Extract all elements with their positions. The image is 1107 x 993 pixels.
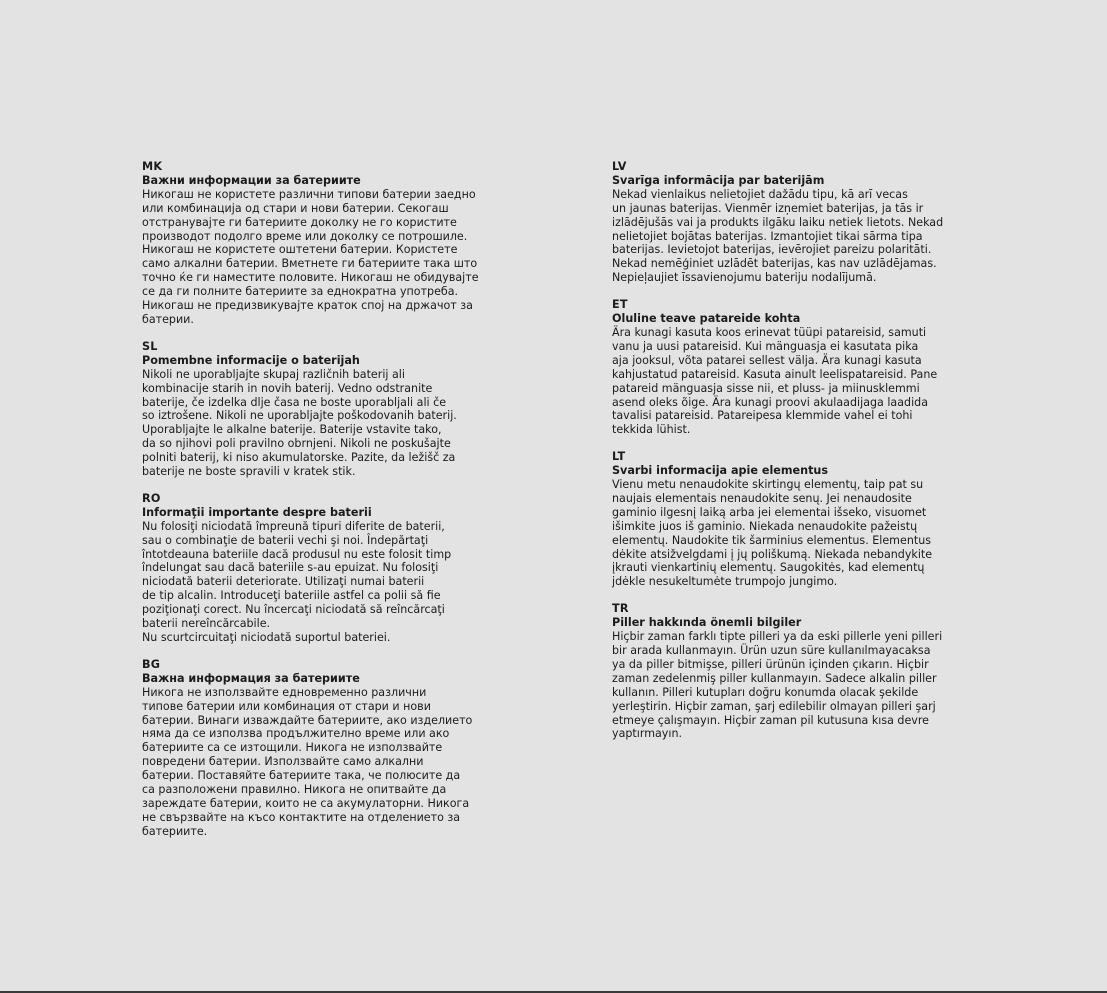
language-code: SL [142,339,158,353]
body-text-line: Nekad nemēģiniet uzlādēt baterijas, kas nav uzlādējamas. [612,257,937,271]
section-heading: Piller hakkında önemli bilgiler [612,616,802,630]
body-text-line: gaminio ilgesnį laiką arba jei elementai išseko, visuomet [612,505,927,519]
body-text-line: Nu folosiţi niciodată împreună tipuri diferite de baterii, [142,519,445,533]
section-heading: Pomembne informacije o baterijah [142,353,360,367]
body-text-line: батерии. [142,312,194,326]
body-text-line: повредени батерии. Използвайте само алкални [142,755,424,769]
body-text-line: da so njihovi poli pravilno obrnjeni. Nikoli ne poskušajte [142,437,451,451]
language-code: MK [142,160,163,173]
body-text-line: kombinacije starih in novih baterij. Vedno odstranite [142,381,433,395]
body-text-line: poziţionaţi corect. Nu încercaţi niciodată să reîncărcaţi [142,603,445,617]
language-section-ro [142,492,487,645]
body-text-line: tavalisi patareisid. Patareipesa klemmide vahel ei tohi [612,409,913,423]
body-text-line: polniti baterij, ki niso akumulatorske. Pazite, da ležišč za [142,451,456,465]
body-text-line: baterii nereîncărcabile. [142,617,271,631]
body-text-line: батериите. [142,824,208,838]
language-code: TR [612,602,629,616]
language-section-et [612,298,957,437]
body-text-line: nelietojiet bojātas baterijas. Izmantojiet tikai sārma tipa [612,229,923,243]
body-text-line: батерии. Винаги изваждайте батериите, ако изделието [142,713,473,727]
language-section-sl [142,340,487,479]
body-text-line: izlādējušās vai ja produkts ilgāku laiku netiek lietots. Nekad [612,215,944,229]
body-text-line: aja jooksul, võta patarei sellest välja. Ära kunagi kasuta [612,353,922,367]
body-text-line: са разположени правилно. Никога не опитвайте да [142,783,447,797]
body-text-line: bir arada kullanmayın. Ürün uzun süre kullanılmayacaksa [612,644,931,657]
body-text-line: patareid mänguasja sisse nii, et pluss- ja miinusklemmi [612,381,920,395]
body-text-line: Никога не използвайте едновременно различни [142,685,427,699]
language-code: ET [612,298,628,312]
body-text-line: įkrauti vienkartinių elementų. Saugokitės, kad elementų [612,561,925,575]
body-text-line: не свързвайте на късо контактите на отделението за [142,810,461,824]
language-section-mk [142,160,487,327]
body-text-line: baterije ne boste spravili v kratek stik. [142,465,356,479]
body-text-line: baterijas. Ievietojot baterijas, ievērojiet pareizu polaritāti. [612,243,932,257]
body-text-line: baterije, če izdelka dlje časa ne boste uporabljali ali če [142,395,447,409]
language-section-tr [612,602,957,741]
body-text-line: Uporabljajte le alkalne baterije. Baterije vstavite tako, [142,423,442,437]
body-text-line: de tip alcalin. Introduceţi bateriile astfel ca polii să fie [142,589,441,603]
body-text-line: батерии. Поставяйте батериите така, че полюсите да [142,769,461,783]
body-text-line: Nikoli ne uporabljajte skupaj različnih baterij ali [142,367,405,381]
body-text-line: Ära kunagi kasuta koos erinevat tüüpi patareisid, samuti [612,325,927,339]
body-text-line: întotdeauna bateriile dacă produsul nu este folosit timp [142,547,452,561]
section-heading: Informaţii importante despre baterii [142,505,372,519]
section-heading: Svarbi informacija apie elementus [612,464,829,478]
body-text-line: dėkite atsižvelgdami į jų poliškumą. Niekada nebandykite [612,547,933,561]
body-text-line: производот подолго време или доколку се потрошиле. [142,229,468,243]
body-text-line: asend oleks õige. Ära kunagi proovi akulaadijaga laadida [612,395,928,409]
body-text-line: kahjustatud patareisid. Kasuta ainult leelispatareisid. Pane [612,367,938,381]
language-code: BG [142,657,161,671]
body-text-line: sau o combinaţie de baterii vechi şi noi. Îndepărtaţi [142,533,429,547]
body-text-line: отстранувајте ги батериите доколку не го користите [142,215,457,229]
body-text-line: Nepieļaujiet īssavienojumu bateriju nodalījumā. [612,271,877,285]
body-text-line: išimkite juos iš gaminio. Niekada nenaudokite pažeistų [612,519,918,533]
body-text-line: батериите са се изтощили. Никога не използвайте [142,741,443,755]
body-text-line: zaman zedelenmiş piller kullanmayın. Sadece alkalin piller [612,671,937,685]
body-text-line: naujais elementais nenaudokite senų. Jei nenaudosite [612,491,912,505]
section-heading: Важни информации за батериите [142,173,361,187]
body-text-line: tekkida lühist. [612,423,691,437]
section-heading: Svarīga informācija par baterijām [612,173,825,187]
body-text-line: или комбинација од стари и нови батерии. Секогаш [142,201,449,215]
left-column [142,160,487,852]
body-text-line: зареждате батерии, които не са акумулаторни. Никога [142,796,470,810]
body-text-line: Nu scurtcircuitaţi niciodată suportul bateriei. [142,631,391,644]
section-heading: Важна информация за батериите [142,671,360,685]
section-heading: Oluline teave patareide kohta [612,312,801,326]
language-code: LV [612,160,627,173]
body-text-line: vanu ja uusi patareisid. Kui mänguasja ei kasutata pika [612,339,919,353]
language-section-lv [612,160,957,285]
body-text-line: ya da piller bitmişse, pilleri ürünün içinden çıkarın. Hiçbir [612,657,929,671]
body-text-line: Nekad vienlaikus nelietojiet dažādu tipu, kā arī vecas [612,187,908,201]
body-text-line: un jaunas baterijas. Vienmēr izņemiet baterijas, ja tās ir [612,201,924,215]
body-text-line: точно ќе ги наместите половите. Никогаш не обидувајте [142,271,479,285]
body-text-line: yaptırmayın. [612,727,683,741]
body-text-line: îndelungat sau dacă bateriile s-au epuizat. Nu folosiţi [142,561,439,575]
body-text-line: Никогаш не предизвикувајте краток спој на држачот за [142,299,473,313]
language-section-lt [612,450,957,589]
body-text-line: elementų. Naudokite tik šarminius elementus. Elementus [612,533,932,547]
body-text-line: so iztrošene. Nikoli ne uporabljajte poškodovanih baterij. [142,409,457,423]
body-text-line: Никогаш не користете оштетени батерии. Користете [142,243,458,257]
body-text-line: Vienu metu nenaudokite skirtingų elementų, taip pat su [612,478,924,492]
language-section-bg [142,658,487,839]
language-code: RO [142,491,161,505]
body-text-line: Hiçbir zaman farklı tipte pilleri ya da eski pillerle yeni pilleri [612,630,943,644]
body-text-line: jdėkle nesukeltumėte trumpojo jungimo. [612,575,838,589]
body-text-line: няма да се използва продължително време или ако [142,727,450,741]
body-text-line: yerleştirin. Hiçbir zaman, şarj edilebilir olmayan pilleri şarj [612,699,936,713]
language-code: LT [612,450,626,464]
body-text-line: Никогаш не користете различни типови батерии заедно [142,187,476,201]
body-text-line: kullanın. Pilleri kutupları doğru konumda olacak şekilde [612,685,919,699]
body-text-line: типове батерии или комбинация от стари и нови [142,699,431,713]
right-column [612,160,957,754]
body-text-line: etmeye çalışmayın. Hiçbir zaman pil kutusuna kısa devre [612,713,930,727]
body-text-line: само алкални батерии. Вметнете ги батериите така што [142,257,478,271]
body-text-line: се да ги полните батериите за еднократна употреба. [142,285,459,299]
body-text-line: niciodată baterii deteriorate. Utilizaţi numai baterii [142,575,425,589]
